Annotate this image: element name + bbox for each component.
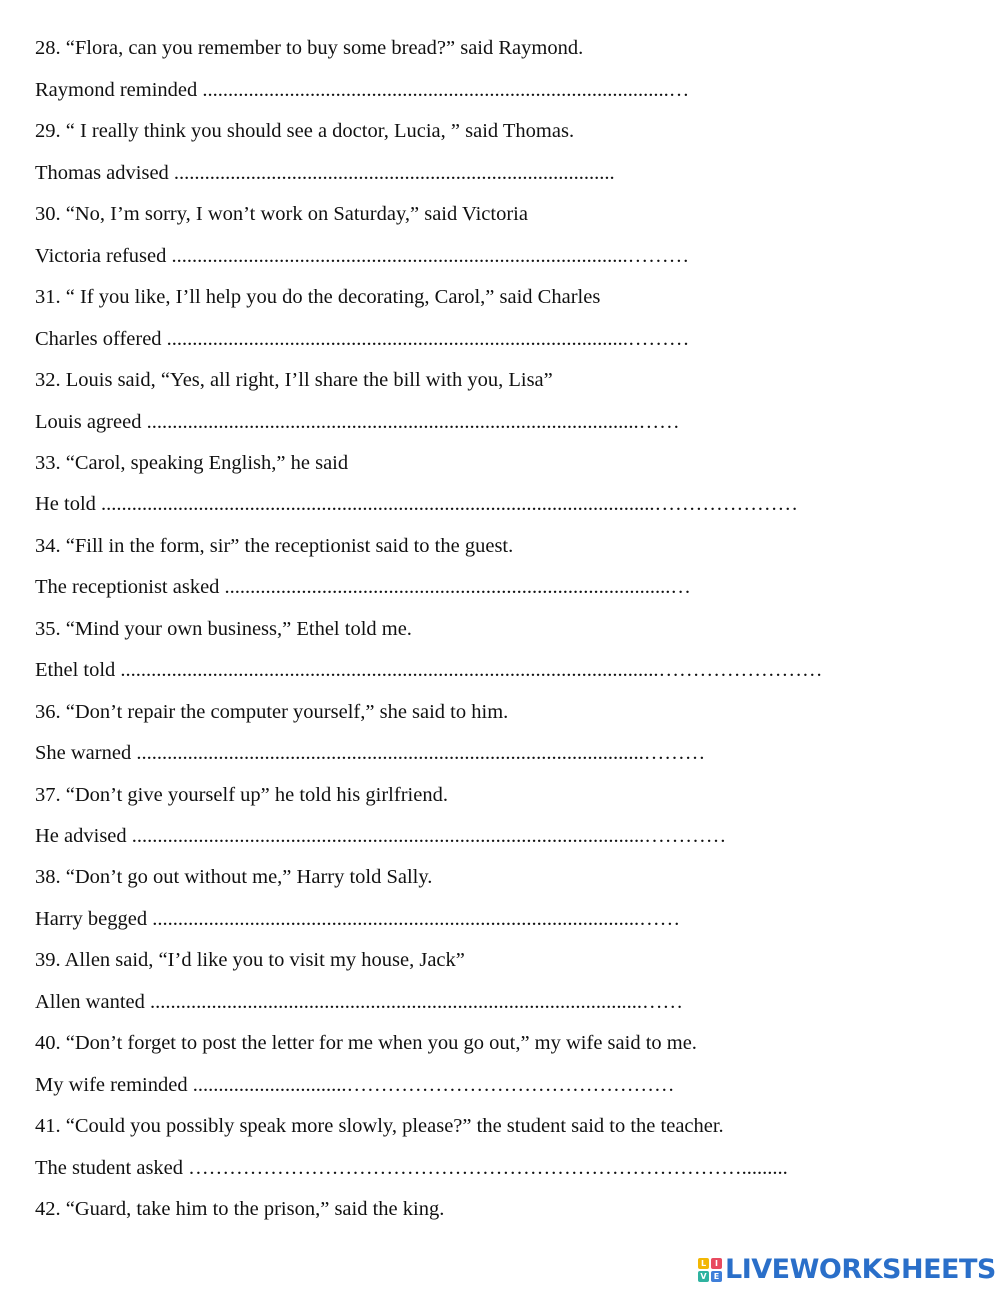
answer-line-38[interactable]: Harry begged ...............................................................................................…… — [35, 908, 681, 930]
answer-line-39[interactable]: Allen wanted ................................................................................................…… — [35, 991, 683, 1013]
answer-line-40[interactable]: My wife reminded ..............................………………………………………… — [35, 1074, 675, 1096]
logo-tile-i: I — [711, 1258, 722, 1269]
question-38: 38. “Don’t go out without me,” Harry told Sally. — [35, 866, 433, 888]
question-28: 28. “Flora, can you remember to buy some bread?” said Raymond. — [35, 37, 584, 59]
answer-line-33[interactable]: He told ............................................................................................................………………… — [35, 493, 799, 515]
question-37: 37. “Don’t give yourself up” he told his girlfriend. — [35, 784, 448, 806]
question-40: 40. “Don’t forget to post the letter for me when you go out,” my wife said to me. — [35, 1032, 697, 1054]
question-32: 32. Louis said, “Yes, all right, I’ll share the bill with you, Lisa” — [35, 369, 553, 391]
question-36: 36. “Don’t repair the computer yourself,” she said to him. — [35, 701, 509, 723]
answer-line-30[interactable]: Victoria refused .........................................................................................……… — [35, 245, 690, 267]
answer-line-31[interactable]: Charles offered ..........................................................................................……… — [35, 328, 690, 350]
answer-line-32[interactable]: Louis agreed ................................................................................................…… — [35, 411, 680, 433]
question-31: 31. “ If you like, I’ll help you do the decorating, Carol,” said Charles — [35, 286, 601, 308]
logo-tiles-icon — [698, 1258, 722, 1282]
liveworksheets-logo — [698, 1254, 996, 1285]
question-30: 30. “No, I’m sorry, I won’t work on Saturday,” said Victoria — [35, 203, 528, 225]
question-39: 39. Allen said, “I’d like you to visit my house, Jack” — [35, 949, 465, 971]
question-29: 29. “ I really think you should see a doctor, Lucia, ” said Thomas. — [35, 120, 575, 142]
question-42: 42. “Guard, take him to the prison,” said the king. — [35, 1198, 445, 1220]
logo-tile-l: L — [698, 1258, 709, 1269]
answer-line-29[interactable]: Thomas advised ...................................................................................... — [35, 162, 615, 184]
answer-line-37[interactable]: He advised ....................................................................................................………… — [35, 825, 727, 847]
logo-tile-v: V — [698, 1271, 709, 1282]
logo-tile-e: E — [711, 1271, 722, 1282]
answer-line-28[interactable]: Raymond reminded ...........................................................................................… — [35, 79, 690, 101]
question-34: 34. “Fill in the form, sir” the receptionist said to the guest. — [35, 535, 514, 557]
question-41: 41. “Could you possibly speak more slowly, please?” the student said to the teacher. — [35, 1115, 724, 1137]
answer-line-34[interactable]: The receptionist asked .......................................................................................… — [35, 576, 691, 598]
question-33: 33. “Carol, speaking English,” he said — [35, 452, 349, 474]
answer-line-41[interactable]: The student asked ………………………………………………………………………......... — [35, 1157, 788, 1179]
logo-text: LIVEWORKSHEETS — [725, 1254, 996, 1285]
answer-line-35[interactable]: Ethel told .........................................................................................................…………………… — [35, 659, 823, 681]
answer-line-36[interactable]: She warned ...................................................................................................……… — [35, 742, 706, 764]
question-35: 35. “Mind your own business,” Ethel told me. — [35, 618, 412, 640]
